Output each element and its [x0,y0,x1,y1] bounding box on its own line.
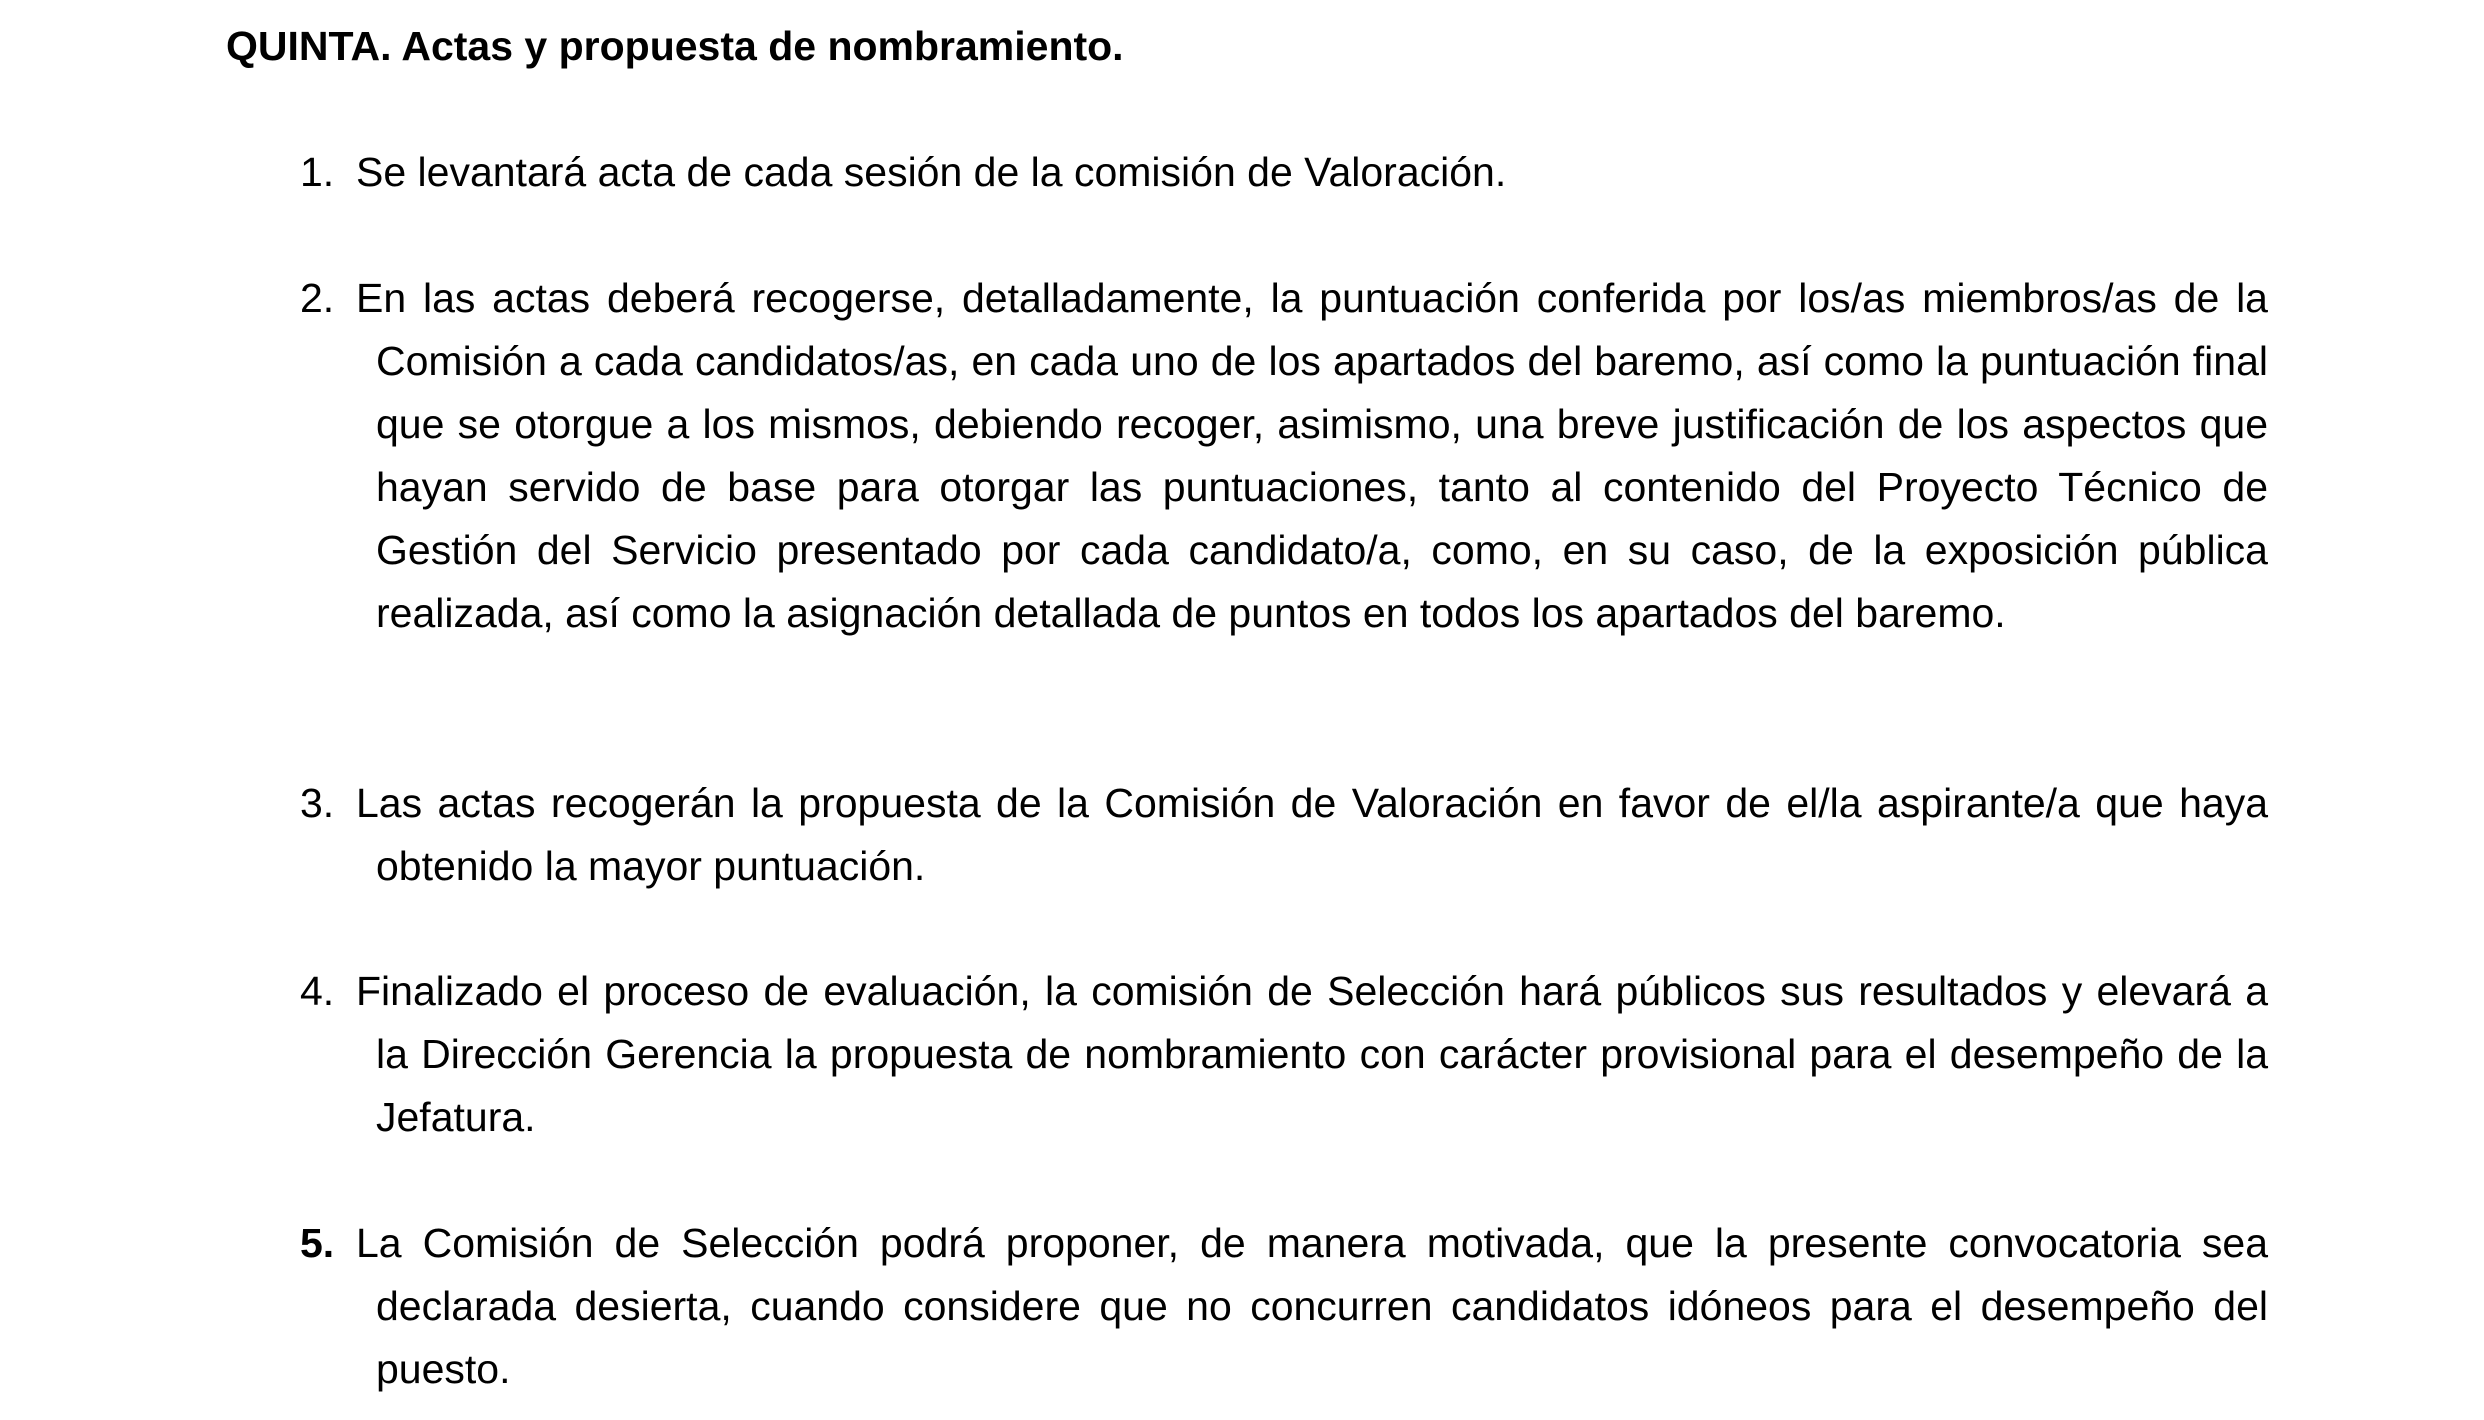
list-item-text: Se levantará acta de cada sesión de la comisión de Valoración. [356,149,1507,195]
list-item [300,960,2268,1149]
list-item-text: Finalizado el proceso de evaluación, la comisión de Selección hará públicos sus resultados y elevará a la Dirección Gerencia la propuesta de nombramiento con carácter provisional para el desempeño de la Jefatura. [356,968,2268,1140]
list-item-number: 2. [300,275,335,321]
list-item-text: La Comisión de Selección podrá proponer, de manera motivada, que la presente convocatoria sea declarada desierta, cuando considere que no concurren candidatos idóneos para el desempeño del puesto. [356,1220,2268,1392]
list-item-number: 1. [300,149,335,195]
list-item [300,141,2268,204]
list-item-text: En las actas deberá recogerse, detalladamente, la puntuación conferida por los/as miembros/as de la Comisión a cada candidatos/as, en cada uno de los apartados del baremo, así como la puntuación final que se otorgue a los mismos, debiendo recoger, asimismo, una breve justificación de los aspectos que hayan servido de base para otorgar las puntuaciones, tanto al contenido del Proyecto Técnico de Gestión del Servicio presentado por cada candidato/a, como, en su caso, de la exposición pública realizada, así como la asignación detallada de puntos en todos los apartados del baremo. [356,275,2268,636]
list-item-text: Las actas recogerán la propuesta de la Comisión de Valoración en favor de el/la aspirante/a que haya obtenido la mayor puntuación. [356,780,2268,889]
list-item-number: 3. [300,780,335,826]
list-item [300,267,2268,645]
list-item [300,772,2268,898]
list-item-number: 5. [300,1220,335,1266]
list-item-number: 4. [300,968,335,1014]
section-heading: QUINTA. Actas y propuesta de nombramiento. [226,23,1124,69]
list-item [300,1212,2268,1401]
